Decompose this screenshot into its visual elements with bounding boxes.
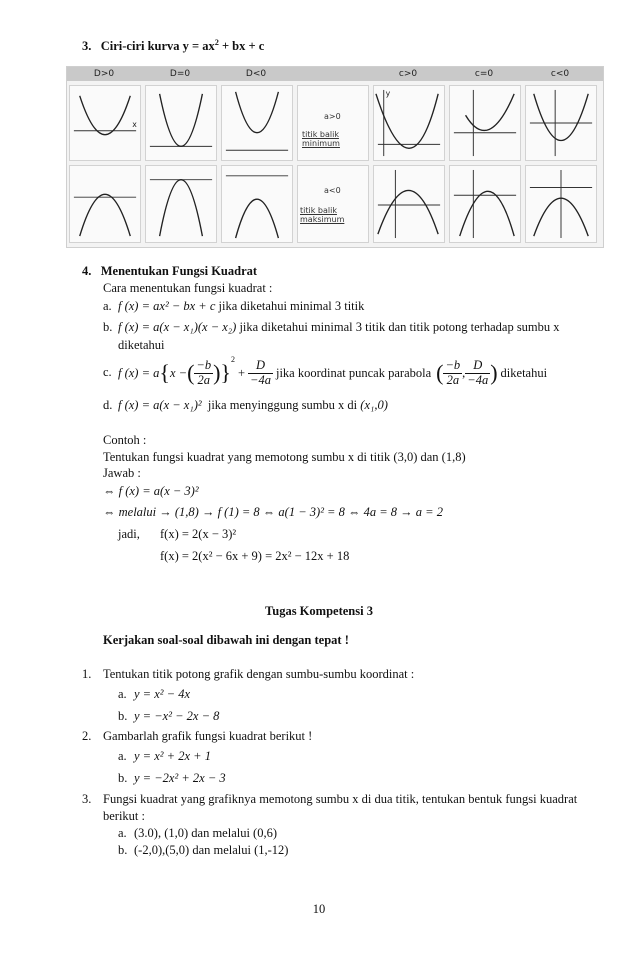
paren-close: )	[490, 360, 498, 385]
axis-y-label: y	[385, 88, 391, 98]
page-number: 10	[312, 902, 326, 916]
parabola-up-two-roots	[70, 86, 140, 160]
q3a-label: a.	[118, 826, 127, 840]
method-d-formula: f (x) = a(x − x₁)²	[118, 398, 202, 412]
parabola-up-one-root	[146, 86, 216, 160]
q1b: y = −x² − 2x − 8	[134, 709, 220, 723]
q2-text: Gambarlah grafik fungsi kuadrat berikut !	[103, 729, 313, 743]
parabola-up-c-zero	[450, 86, 520, 160]
brace-close: }	[220, 360, 231, 385]
answer-label: Jawab :	[103, 466, 141, 480]
maximum-turning-point-caption: titik balik maksimum	[300, 206, 345, 224]
q2b: y = −2x² + 2x − 3	[134, 771, 226, 785]
header-d-neg: D<0	[245, 69, 267, 79]
tugas-instruction: Kerjakan soal-soal dibawah ini dengan tepat !	[103, 633, 349, 647]
cell-down-d-zero	[145, 165, 217, 243]
method-d-point: (x₁,0)	[360, 398, 388, 412]
cell-up-d-neg	[221, 85, 293, 161]
method-a-formula: f (x) = ax² − bx + c	[118, 299, 216, 313]
q1-text: Tentukan titik potong grafik dengan sumbu-sumbu koordinat :	[103, 667, 415, 681]
cell-down-c-zero	[449, 165, 521, 243]
paren-open: (	[436, 360, 444, 385]
minimum-turning-point-caption: titik balik minimum	[302, 130, 340, 148]
q3a: (3.0), (1,0) dan melalui (0,6)	[134, 826, 278, 840]
answer-line-1: ⇔ f (x) = a(x − 3)²	[103, 484, 199, 498]
method-d-text: jika menyinggung sumbu x di	[207, 398, 358, 412]
frac-neg-b-2a: $\frac{-b}{2a}$	[445, 358, 461, 387]
cell-up-c-pos	[373, 85, 445, 161]
q3b-label: b.	[118, 843, 128, 857]
answer-line-4: f(x) = 2(x² − 6x + 9) = 2x² − 12x + 18	[160, 549, 350, 563]
method-b-text-cont: diketahui	[118, 338, 165, 352]
paren-open: (	[187, 360, 195, 385]
method-b	[118, 320, 560, 335]
cell-down-c-neg	[525, 165, 597, 243]
header-c-pos: c>0	[398, 69, 418, 79]
frac-neg-b-2a: $\frac{-b}{2a}$	[196, 358, 212, 387]
title-sup: 2	[214, 38, 219, 47]
q2b-label: b.	[118, 771, 128, 785]
parabola-down-one-root	[146, 166, 216, 242]
example-title: Contoh :	[103, 433, 147, 447]
header-d-pos: D>0	[93, 69, 115, 79]
section-title: Menentukan Fungsi Kuadrat	[100, 264, 258, 278]
example-problem: Tentukan fungsi kuadrat yang memotong sumbu x di titik (3,0) dan (1,8)	[103, 450, 466, 464]
cell-down-d-pos	[69, 165, 141, 243]
method-b-text: jika diketahui minimal 3 titik dan titik potong terhadap sumbu x	[239, 320, 560, 334]
cell-mid-bottom	[297, 165, 369, 243]
q2a: y = x² + 2x + 1	[134, 749, 211, 763]
q3-number: 3.	[82, 792, 92, 806]
q3b: (-2,0),(5,0) dan melalui (1,-12)	[134, 843, 289, 857]
plus-sign: +	[237, 365, 246, 380]
paren-close: )	[213, 360, 221, 385]
parabola-down-c-positive	[374, 166, 444, 242]
method-c: f (x) = a { x − ( $\frac{-b}{2a}$ ) } $^2$ + $\frac{D}{-4a}$ jika koordinat puncak parabola ( $\frac{-b}{2a}$ , $\frac{D}{-4a}$ ) diketahui	[118, 355, 548, 387]
brace-open: {	[159, 360, 170, 385]
q1-number: 1.	[82, 667, 92, 681]
method-c-formula-prefix: f (x) = a	[118, 365, 160, 380]
axis-x-label: x	[132, 119, 137, 129]
q1a: y = x² − 4x	[134, 687, 191, 701]
tugas-title: Tugas Kompetensi 3	[265, 604, 373, 618]
method-c-label: c.	[103, 365, 112, 379]
header-c-zero: c=0	[474, 69, 494, 79]
method-b-label: b.	[103, 320, 113, 334]
parabola-up-no-root	[222, 86, 292, 160]
square-sup: 2	[230, 355, 235, 364]
cell-up-d-pos	[69, 85, 141, 161]
q1a-label: a.	[118, 687, 127, 701]
header-c-neg: c<0	[550, 69, 570, 79]
method-c-text: jika koordinat puncak parabola	[275, 365, 432, 380]
q3-text: Fungsi kuadrat yang grafiknya memotong sumbu x di dua titik, tentukan bentuk fungsi kuadrat	[103, 792, 578, 806]
section-3-heading	[82, 38, 264, 54]
q1b-label: b.	[118, 709, 128, 723]
method-a	[118, 299, 364, 314]
section-number: 4.	[82, 264, 92, 278]
answer-line-2: ⇔ melalui → (1,8) → f (1) = 8 ⇔ a(1 − 3)² = 8 ⇔ 4a = 8 → a = 2	[103, 505, 443, 519]
cell-down-d-neg	[221, 165, 293, 243]
frac-d-neg-4a: $\frac{D}{-4a}$	[467, 358, 489, 387]
section-4-intro: Cara menentukan fungsi kuadrat :	[103, 281, 273, 295]
q2-number: 2.	[82, 729, 92, 743]
frac-d-neg-4a: $\frac{D}{-4a}$	[250, 358, 271, 387]
q2a-label: a.	[118, 749, 127, 763]
parabola-characteristics-figure	[66, 66, 604, 248]
parabola-down-c-negative	[526, 166, 596, 242]
method-a-text: jika diketahui minimal 3 titik	[218, 299, 365, 313]
method-a-label: a.	[103, 299, 112, 313]
cell-mid-top	[297, 85, 369, 161]
method-b-formula: f (x) = a(x − x₁)(x − x₂)	[118, 320, 237, 334]
answer-jadi: jadi,	[118, 527, 140, 541]
section-title: Ciri-ciri kurva y = ax	[100, 39, 215, 54]
q3-text-cont: berikut :	[103, 809, 146, 823]
method-d-label: d.	[103, 398, 113, 412]
method-c-text-cont: diketahui	[500, 365, 548, 380]
parabola-down-c-zero	[450, 166, 520, 242]
cell-down-c-pos	[373, 165, 445, 243]
parabola-down-no-root	[222, 166, 292, 242]
method-c-x: x −	[169, 365, 188, 380]
a-negative-label: a<0	[324, 186, 341, 195]
section-4-heading	[82, 264, 257, 279]
header-d-zero: D=0	[169, 69, 191, 79]
cell-up-d-zero	[145, 85, 217, 161]
parabola-down-two-roots	[70, 166, 140, 242]
a-positive-label: a>0	[324, 112, 341, 121]
cell-up-c-zero	[449, 85, 521, 161]
cell-up-c-neg	[525, 85, 597, 161]
section-title-rest: + bx + c	[218, 39, 265, 54]
parabola-up-c-positive	[374, 86, 444, 160]
parabola-up-c-negative	[526, 86, 596, 160]
method-d	[118, 398, 388, 413]
section-number: 3.	[82, 39, 92, 54]
answer-line-3: f(x) = 2(x − 3)²	[160, 527, 237, 541]
